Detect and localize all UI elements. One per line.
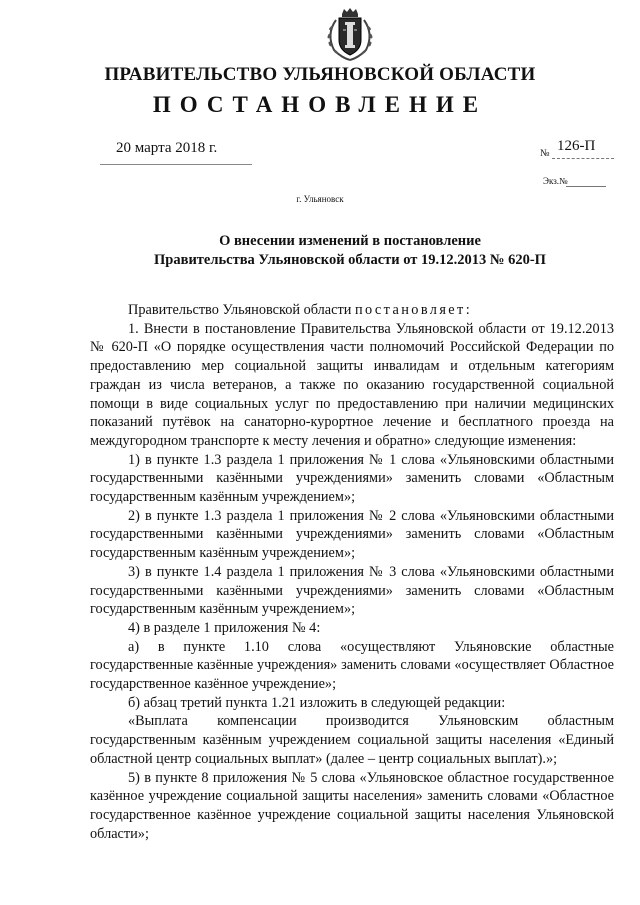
paragraph-subitem-2: 2) в пункте 1.3 раздела 1 приложения № 2 слова «Ульяновскими областными государственными казёнными учреждениями» заменить словами «Областным государственным казённым учреждением»; — [90, 507, 614, 562]
number-underline — [552, 158, 614, 159]
paragraph-quote: «Выплата компенсации производится Ульяновским областным государственным казённым учреждением социальной защиты населения «Единый областной центр социальных выплат» (далее – центр социальных выплат).»; — [90, 713, 614, 767]
title-line-1: О внесении изменений в постановление — [219, 233, 481, 249]
title-line-2: Правительства Ульяновской области от 19.12.2013 № 620-П — [154, 252, 546, 268]
document-title — [80, 232, 620, 270]
paragraph-subitem-4a: а) в пункте 1.10 слова «осуществляют Ульяновские областные государственные казённые учреждения» заменить словами «осуществляет Областное государственное казённое учреждение»; — [90, 638, 614, 693]
paragraph-subitem-5: 5) в пункте 8 приложения № 5 слова «Ульяновское областное государственное казённое учреждение социальной защиты населения» заменить словами «Областное государственное казённое учреждение социальной защиты населения Ульяновской области»; — [90, 769, 614, 842]
intro-paragraph — [90, 301, 614, 320]
paragraph-subitem-3: 3) в пункте 1.4 раздела 1 приложения № 3 слова «Ульяновскими областными государственными казёнными учреждениями» заменить словами «Областным государственным казённым учреждением»; — [90, 563, 614, 618]
coat-of-arms-icon — [322, 6, 378, 62]
city-label: г. Ульяновск — [296, 194, 344, 204]
document-type-heading: ПОСТАНОВЛЕНИЕ — [152, 92, 488, 117]
document-date: 20 марта 2018 г. — [116, 140, 218, 156]
intro-text: Правительство Ульяновской области — [128, 302, 355, 318]
intro-resolves: постановляет: — [354, 302, 473, 318]
paragraph-item-1: 1. Внести в постановление Правительства Ульяновской области от 19.12.2013 № 620-П «О порядке осуществления части полномочий Российской Федерации по предоставлению мер социальной защиты инвалидам и отдельным категориям граждан из числа ветеранов, а также по оказанию государственной социальной помощи в виде социальных услуг по предоставлению при наличии медицинских показаний путёвок на санаторно-курортное лечение и бесплатного проезда на междугородном транспорте к месту лечения и обратно» следующие изменения: — [90, 320, 614, 449]
paragraph-subitem-4: 4) в разделе 1 приложения № 4: — [128, 619, 321, 636]
document-number: 126-П — [557, 138, 596, 154]
document-body — [90, 301, 614, 843]
paragraph-subitem-4b: б) абзац третий пункта 1.21 изложить в следующей редакции: — [128, 694, 506, 711]
copy-number-label: Экз.№ — [543, 176, 568, 186]
paragraph-subitem-1: 1) в пункте 1.3 раздела 1 приложения № 1 слова «Ульяновскими областными государственными казёнными учреждениями» заменить словами «Областным государственным казённым учреждением»; — [90, 451, 614, 506]
number-prefix: № — [540, 148, 550, 159]
organization-heading: ПРАВИТЕЛЬСТВО УЛЬЯНОВСКОЙ ОБЛАСТИ — [104, 64, 536, 85]
copy-number-underline — [566, 186, 606, 187]
date-underline — [100, 164, 252, 165]
